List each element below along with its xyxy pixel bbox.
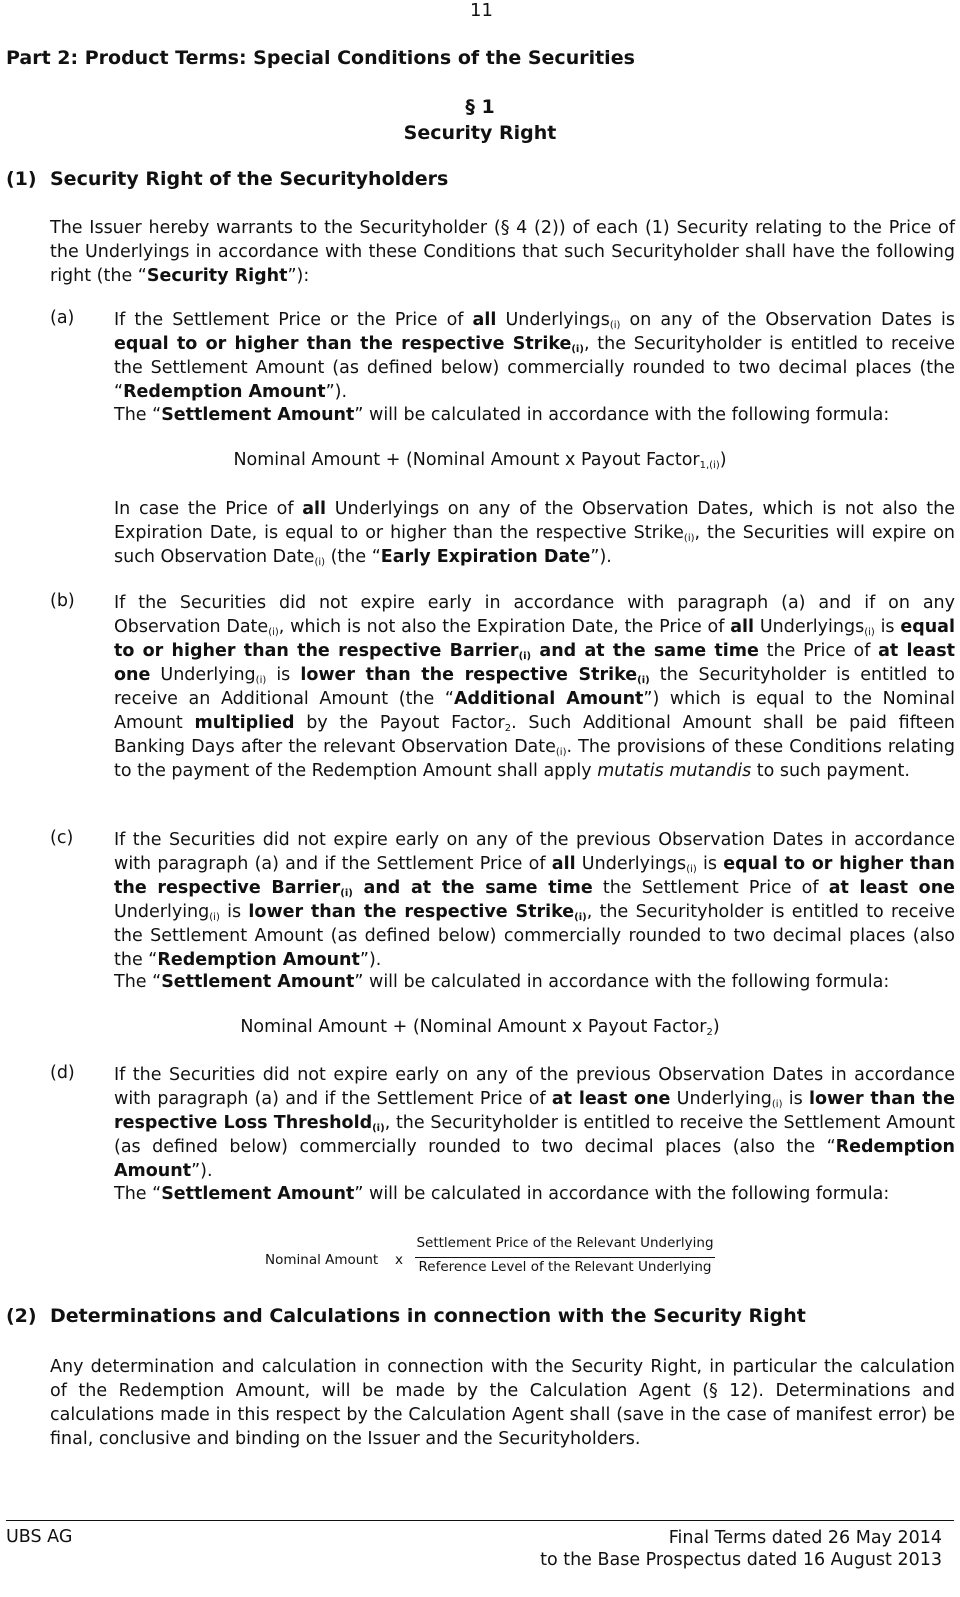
item-d-body: If the Securities did not expire early on any of the previous Observation Dates in accordance with paragraph (a) and if the Settlement Price of at least one Underlying$_{(i)}$ is lower than the respective Loss Threshold$_{(i)}$, the Securityholder is entitled to receive the Settlement Amount (as defined below) commercially rounded to two decimal places (also the “Redemption Amount”). <box>114 1065 955 1181</box>
footer-final-terms: Final Terms dated 26 May 2014 <box>668 1528 942 1548</box>
section-symbol: § 1 <box>465 96 495 118</box>
formula-c: Nominal Amount + (Nominal Amount x Payout Factor$_2$) <box>240 1017 720 1038</box>
footer-terms <box>540 1527 942 1571</box>
heading-security-right-of-holders <box>6 168 448 190</box>
item-a-body: If the Settlement Price or the Price of all Underlyings$_{(i)}$ on any of the Observation Dates is equal to or higher than the respective Strike$_{(i)}$, the Securityholder is entitled to receive the Settlement Amount (as defined below) commercially rounded to two decimal places (the “Redemption Amount”). <box>114 310 955 402</box>
formula-d-multiply: x <box>395 1252 403 1268</box>
item-a-early-expiration: In case the Price of all Underlyings on any of the Observation Dates, which is not also the Expiration Date, is equal to or higher than the respective Strike$_{(i)}$, the Securities will expire on such Observation Date$_{(i)}$ (the “Early Expiration Date”). <box>114 499 956 568</box>
footer-issuer: UBS AG <box>6 1527 73 1547</box>
formula-d-nominal: Nominal Amount <box>265 1252 379 1268</box>
item-c-label: (c) <box>50 828 74 848</box>
formula-a: Nominal Amount + (Nominal Amount x Payout Factor$_{1,(i)}$) <box>233 450 727 471</box>
item-a-label: (a) <box>50 308 75 328</box>
section-title: Security Right <box>403 122 557 144</box>
page-number: 11 <box>470 0 493 21</box>
formula-d-fraction-bar <box>415 1257 715 1258</box>
footer-base-prospectus: to the Base Prospectus dated 16 August 2013 <box>540 1550 942 1570</box>
item-c-calc-intro: The “Settlement Amount” will be calculated in accordance with the following formula: <box>114 972 890 992</box>
intro-paragraph: The Issuer hereby warrants to the Securityholder (§ 4 (2)) of each (1) Security relating to the Price of the Underlyings in accordance with these Conditions that such Securityholder shall have the following right (the “Security Right”): <box>50 218 955 286</box>
heading-title: Security Right of the Securityholders <box>50 168 449 190</box>
footer-divider <box>6 1520 954 1521</box>
item-c-body: If the Securities did not expire early on any of the previous Observation Dates in accordance with paragraph (a) and if the Settlement Price of all Underlyings$_{(i)}$ is equal to or higher than the respective Barrier$_{(i)}$ and at the same time the Settlement Price of at least one Underlying$_{(i)}$ is lower than the respective Strike$_{(i)}$, the Securityholder is entitled to receive the Settlement Amount (as defined below) commercially rounded to two decimal places (also the “Redemption Amount”). <box>114 830 956 970</box>
item-a-calc-intro: The “Settlement Amount” will be calculated in accordance with the following formula: <box>114 405 890 425</box>
item-b-label: (b) <box>50 591 75 611</box>
part-title: Part 2: Product Terms: Special Conditions of the Securities <box>6 47 635 69</box>
heading-number: (2) <box>6 1305 37 1327</box>
item-d-label: (d) <box>50 1063 75 1083</box>
heading-number: (1) <box>6 168 37 190</box>
item-b-body: If the Securities did not expire early in accordance with paragraph (a) and if on any Observation Date$_{(i)}$, which is not also the Expiration Date, the Price of all Underlyings$_{(i)}$ is equal to or higher than the respective Barrier$_{(i)}$ and at the same time the Price of at least one Underlying$_{(i)}$ is lower than the respective Strike$_{(i)}$ the Securityholder is entitled to receive an Additional Amount (the “Additional Amount”) which is equal to the Nominal Amount multiplied by the Payout Factor$_2$. Such Additional Amount shall be paid fifteen Banking Days after the relevant Observation Date$_{(i)}$. The provisions of these Conditions relating to the payment of the Redemption Amount shall apply mutatis mutandis to such payment. <box>114 593 956 781</box>
heading-determinations <box>6 1305 806 1327</box>
formula-d-denominator: Reference Level of the Relevant Underlying <box>418 1259 712 1275</box>
item-d-calc-intro: The “Settlement Amount” will be calculated in accordance with the following formula: <box>114 1184 890 1204</box>
formula-d-numerator: Settlement Price of the Relevant Underlying <box>416 1235 714 1251</box>
determinations-paragraph: Any determination and calculation in connection with the Security Right, in particular the calculation of the Redemption Amount, will be made by the Calculation Agent (§ 12). Determinations and calculations made in this respect by the Calculation Agent shall (save in the case of manifest error) be final, conclusive and binding on the Issuer and the Securityholders. <box>50 1357 955 1449</box>
heading-title: Determinations and Calculations in connection with the Security Right <box>50 1305 806 1327</box>
